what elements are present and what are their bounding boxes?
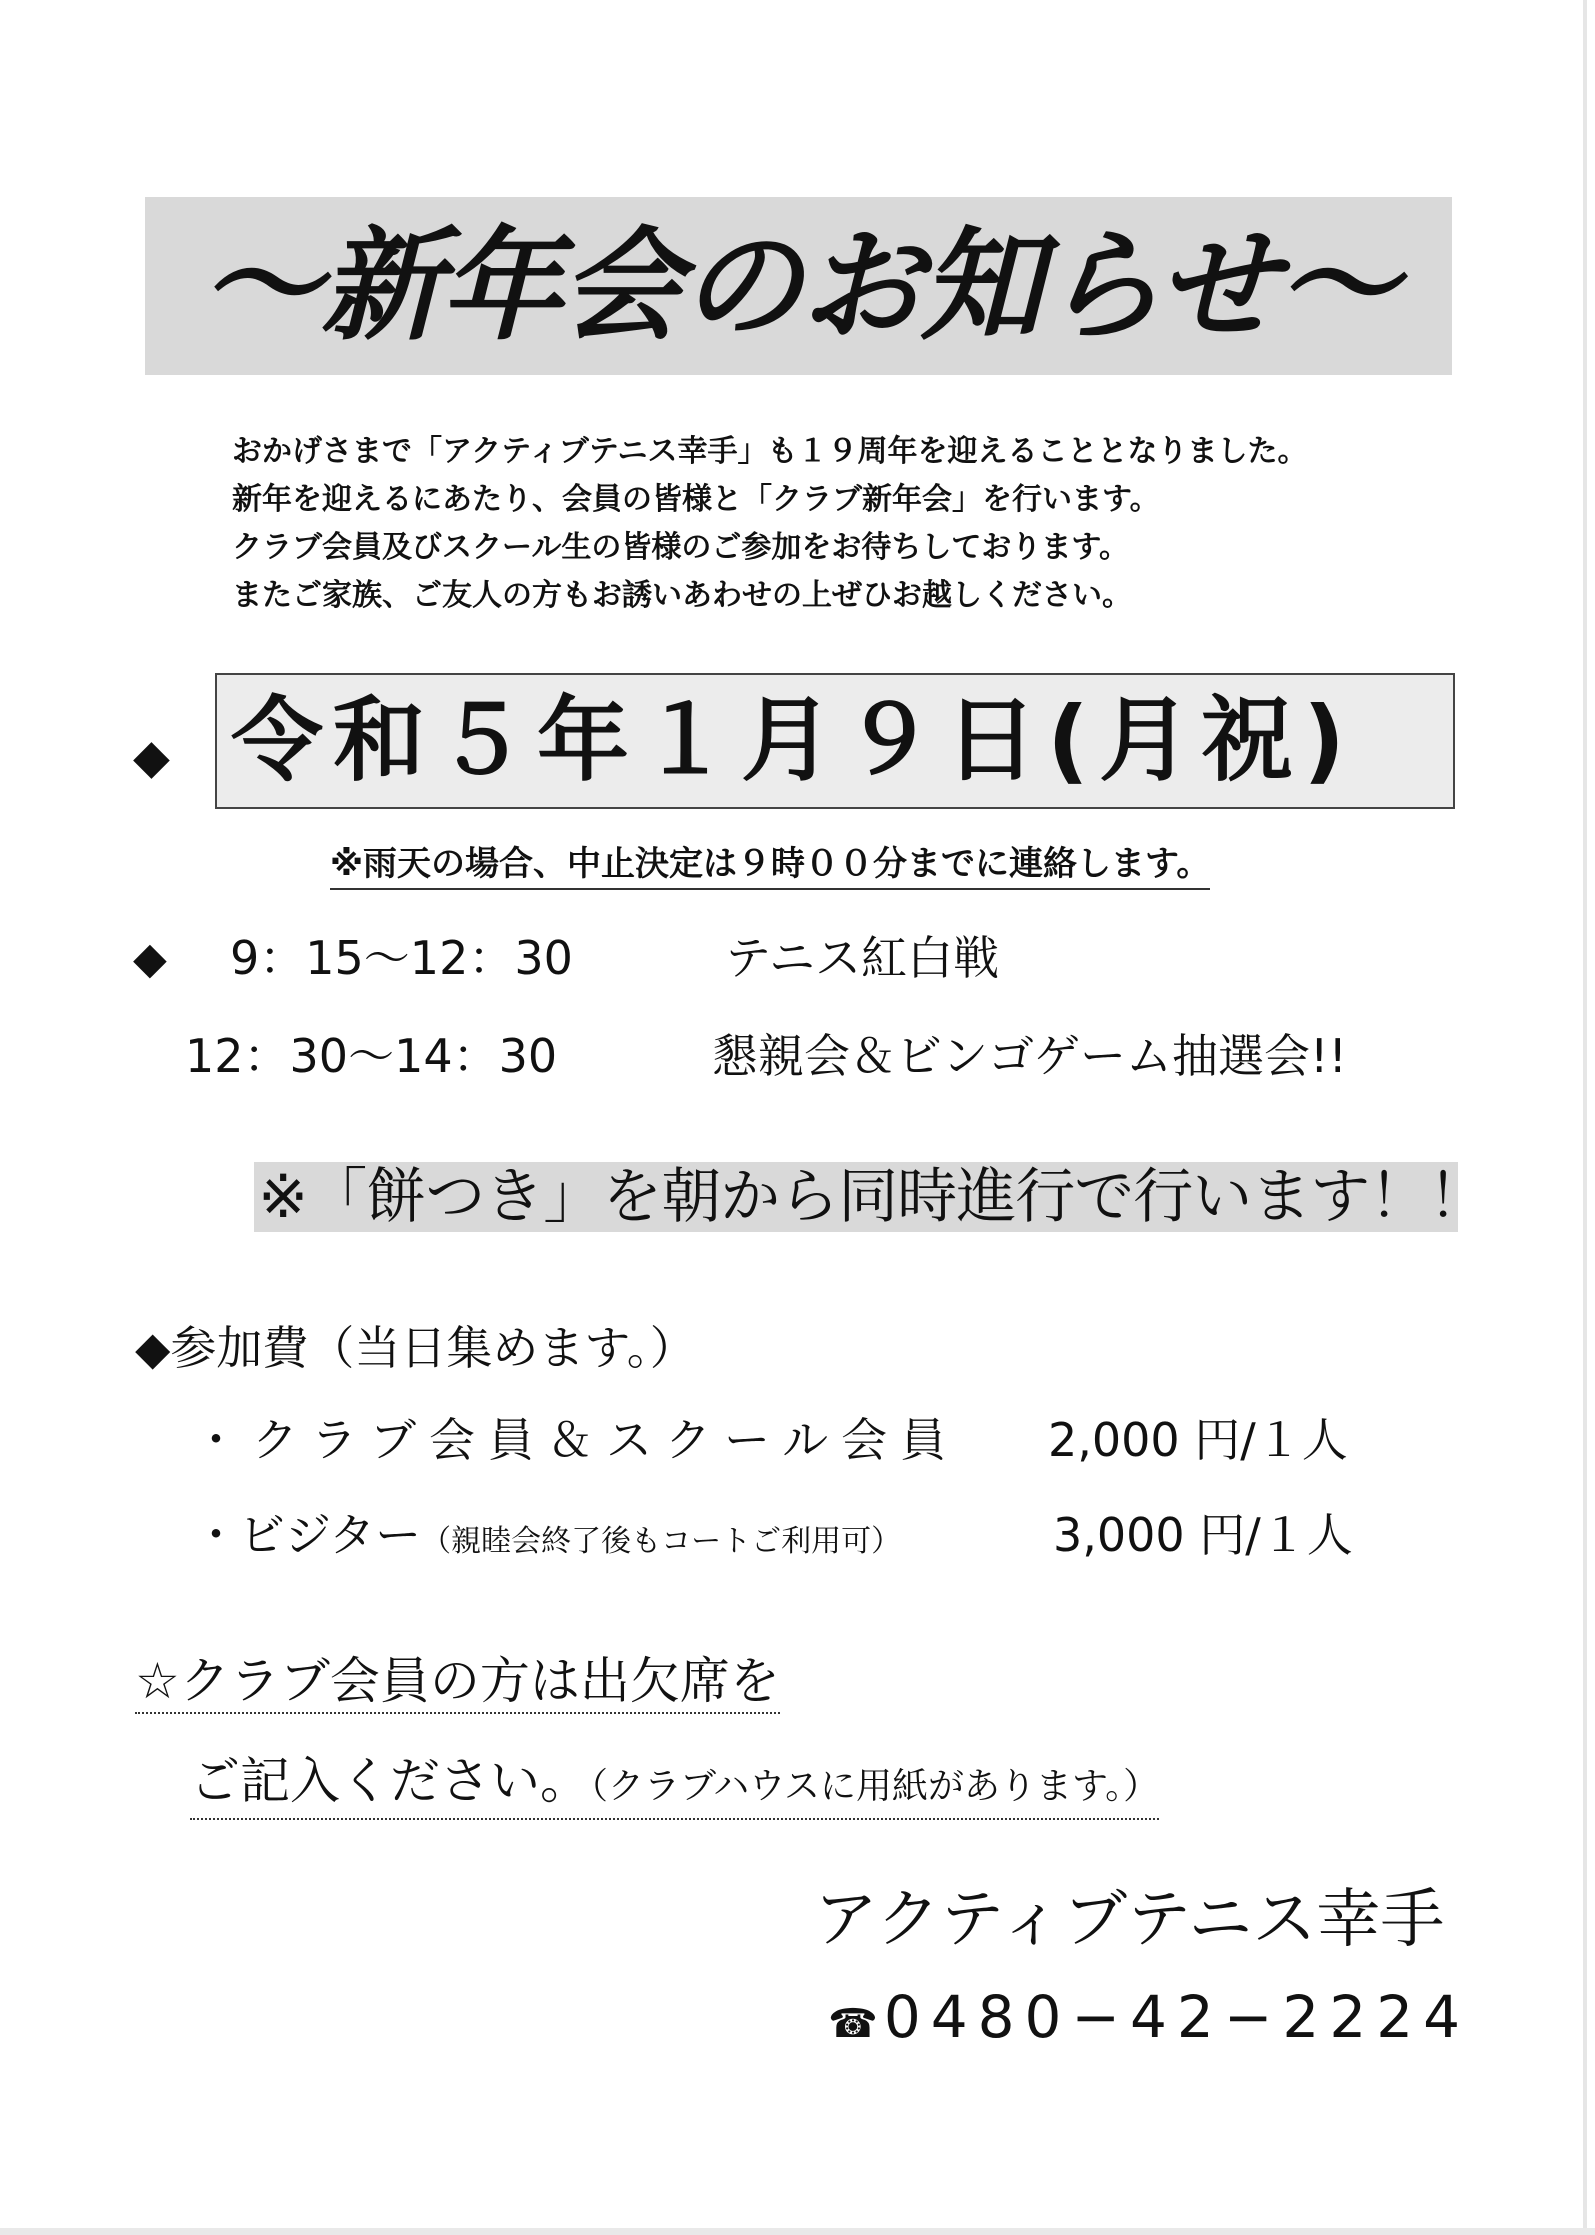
fee-price: 2,000 円/１人: [1048, 1413, 1348, 1467]
fee-label: ・クラブ会員＆スクール会員: [193, 1413, 960, 1467]
page-edge-bottom: [0, 2228, 1595, 2235]
fee-label-text: ・ビジター: [193, 1508, 422, 1562]
intro-line: 新年を迎えるにあたり、会員の皆様と「クラブ新年会」を行います。: [232, 482, 1160, 517]
event-date: 令和５年１月９日(月祝): [231, 687, 1356, 794]
phone-number: [828, 1982, 1470, 2059]
schedule-event: テニス紅白戦: [725, 931, 1000, 985]
schedule-event: 懇親会＆ビンゴゲーム抽選会!!: [712, 1029, 1347, 1083]
page-title: ～新年会のお知らせ～: [200, 215, 1397, 357]
rain-notice: ※雨天の場合、中止決定は９時００分までに連絡します。: [330, 842, 1210, 890]
fee-price: 3,000 円/１人: [1053, 1508, 1353, 1562]
fee-heading: ◆参加費（当日集めます。）: [135, 1321, 696, 1375]
event-date-box: [215, 673, 1455, 809]
diamond-bullet-icon: ◆: [133, 729, 170, 785]
member-attendance-note-2: [190, 1750, 1159, 1820]
club-name: アクティブテニス幸手: [814, 1883, 1445, 1957]
member-note-text: ご記入ください。: [190, 1752, 590, 1810]
schedule-time: 12：30〜14：30: [185, 1029, 558, 1083]
intro-line: またご家族、ご友人の方もお誘いあわせの上ぜひお越しください。: [232, 578, 1132, 613]
mochi-notice: ※「餅つき」を朝から同時進行で行います！！: [258, 1162, 1488, 1232]
phone-text: 0480−42−2224: [883, 1983, 1471, 2051]
fee-label: [193, 1505, 901, 1572]
fee-label-note: （親睦会終了後もコートご利用可）: [421, 1524, 902, 1559]
member-note-small: （クラブハウスに用紙があります。）: [590, 1766, 1160, 1807]
member-attendance-note: ☆クラブ会員の方は出欠席を: [135, 1650, 780, 1714]
phone-icon: ☎: [828, 2001, 878, 2047]
diamond-bullet-icon: ◆: [133, 933, 167, 984]
title-banner: [145, 197, 1452, 375]
intro-paragraph: [232, 428, 1412, 620]
mochi-notice-banner: [254, 1162, 1488, 1232]
intro-line: おかげさまで「アクティブテニス幸手」も１９周年を迎えることとなりました。: [232, 434, 1308, 469]
page-edge-right: [1583, 0, 1587, 2235]
intro-line: クラブ会員及びスクール生の皆様のご参加をお待ちしております。: [232, 530, 1129, 565]
schedule-time: 9：15〜12：30: [230, 931, 573, 985]
